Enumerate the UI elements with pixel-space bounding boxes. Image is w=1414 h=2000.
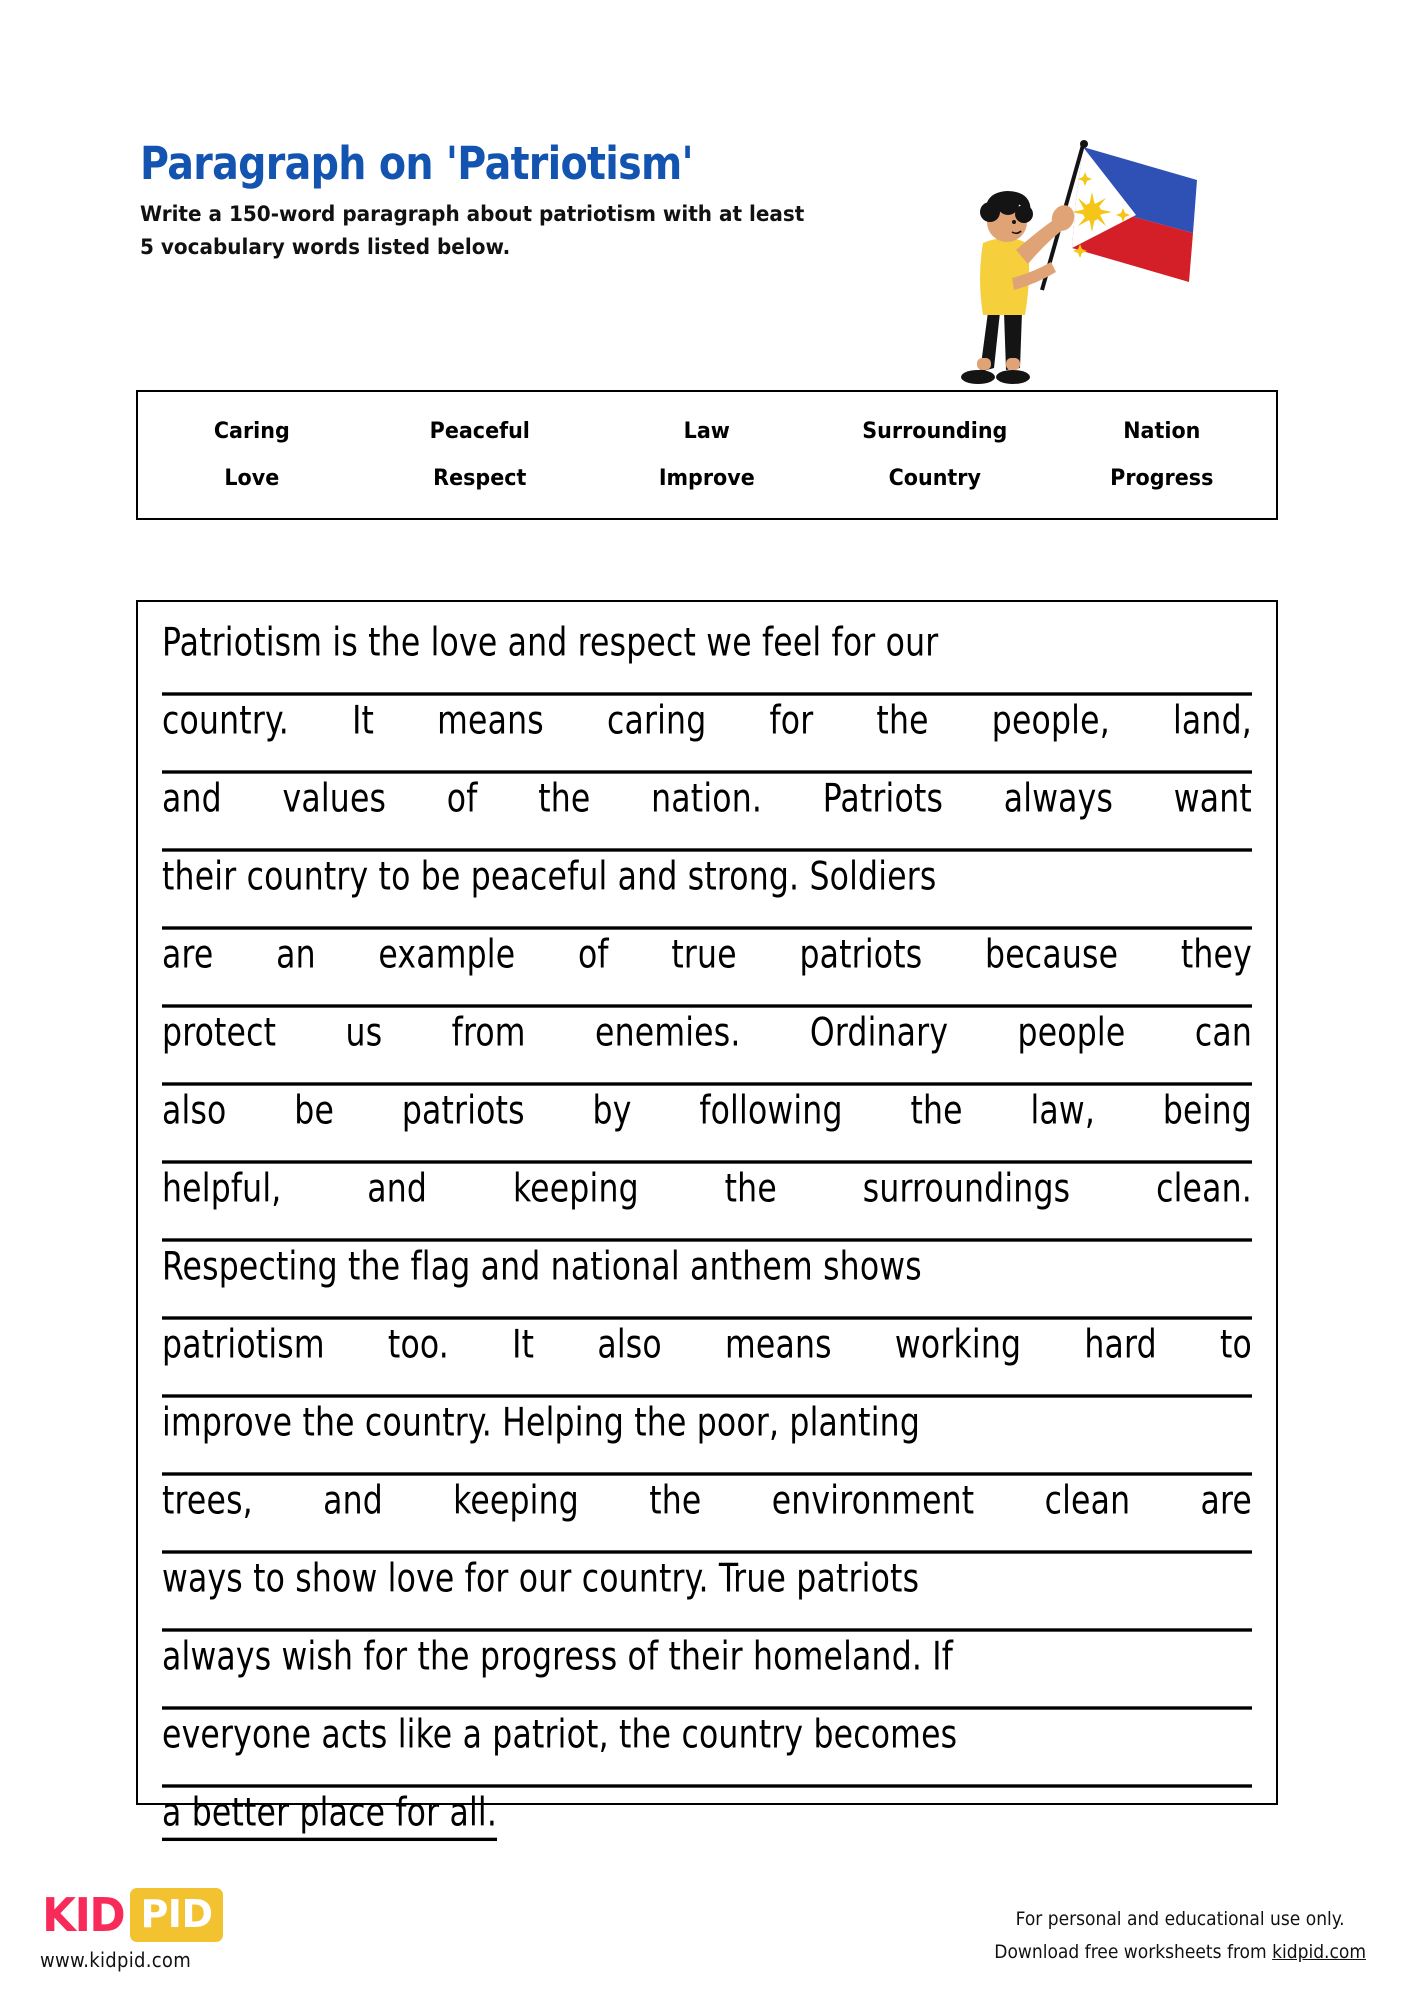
handwritten-segment: can — [1194, 1010, 1252, 1056]
handwritten-line — [162, 1166, 1252, 1242]
handwritten-segment: example — [378, 932, 516, 978]
handwritten-segment: people — [1017, 1010, 1126, 1056]
handwritten-line — [162, 1556, 1252, 1632]
vocabulary-word: Respect — [432, 466, 527, 491]
handwritten-segment: environment — [771, 1478, 975, 1524]
handwritten-segment: everyone acts like a patriot, the country becomes — [162, 1712, 958, 1758]
philippine-flag-icon — [1072, 147, 1197, 282]
kidpid-link[interactable]: kidpid.com — [1272, 1940, 1366, 1963]
handwritten-line — [162, 1478, 1252, 1554]
handwritten-segment: means — [437, 698, 544, 744]
handwritten-segment: Respecting the flag and national anthem shows — [162, 1244, 922, 1290]
handwritten-line — [162, 1712, 1252, 1788]
logo-pid-badge: PID — [130, 1888, 222, 1942]
handwritten-segment: by — [592, 1088, 632, 1134]
handwritten-segment: clean. — [1156, 1166, 1252, 1212]
handwritten-segment: patriots — [401, 1088, 525, 1134]
vocabulary-row-2 — [138, 466, 1276, 491]
handwritten-segment: helpful, — [162, 1166, 282, 1212]
handwritten-segment: being — [1162, 1088, 1252, 1134]
handwritten-segment: improve the country. Helping the poor, planting — [162, 1400, 921, 1446]
page-title: Paragraph on 'Patriotism' — [140, 137, 693, 190]
handwritten-line — [162, 1010, 1252, 1086]
handwritten-segment: land, — [1172, 698, 1252, 744]
handwritten-line — [162, 1088, 1252, 1164]
handwritten-segment: want — [1173, 776, 1252, 822]
logo-kid-text: KID — [42, 1888, 125, 1942]
handwritten-segment: of — [446, 776, 478, 822]
handwritten-segment: because — [985, 932, 1119, 978]
handwritten-segment: and — [323, 1478, 383, 1524]
handwritten-segment: the — [538, 776, 591, 822]
vocabulary-word: Progress — [1110, 466, 1214, 491]
vocabulary-word: Nation — [1123, 419, 1201, 444]
handwritten-segment: means — [725, 1322, 832, 1368]
handwritten-segment: Patriotism is the love and respect we feel for our — [162, 620, 939, 666]
handwritten-segment: the — [876, 698, 929, 744]
handwritten-segment: protect — [162, 1010, 277, 1056]
handwritten-segment: It — [352, 698, 375, 744]
vocabulary-word-bank — [136, 390, 1278, 520]
handwritten-segment: patriotism — [162, 1322, 325, 1368]
handwritten-segment: their country to be peaceful and strong. Soldiers — [162, 854, 937, 900]
handwritten-segment: always — [1003, 776, 1114, 822]
handwritten-segment: caring — [606, 698, 707, 744]
logo-mark — [40, 1889, 223, 1941]
handwritten-line — [162, 1634, 1252, 1710]
handwritten-segment: us — [345, 1010, 383, 1056]
flag-waving-illustration — [950, 100, 1210, 390]
handwritten-segment: of — [577, 932, 609, 978]
vocabulary-word: Law — [683, 419, 731, 444]
handwritten-segment: clean — [1044, 1478, 1131, 1524]
instructions-line-1: Write a 150-word paragraph about patriotism with at least — [140, 202, 805, 228]
handwritten-segment: the — [724, 1166, 777, 1212]
handwritten-segment: the — [649, 1478, 702, 1524]
vocabulary-word: Country — [888, 466, 981, 491]
answer-writing-area[interactable] — [136, 600, 1278, 1836]
handwritten-segment: law, — [1030, 1088, 1096, 1134]
handwritten-segment: country. — [162, 698, 290, 744]
handwritten-segment: an — [276, 932, 316, 978]
vocabulary-word: Peaceful — [429, 419, 530, 444]
handwritten-segment: hard — [1084, 1322, 1157, 1368]
person-figure — [961, 191, 1078, 384]
handwritten-segment: It — [512, 1322, 535, 1368]
handwritten-segment: values — [282, 776, 387, 822]
footer-usage-notice — [994, 1903, 1366, 1968]
vocabulary-word: Improve — [659, 466, 755, 491]
logo-website-url: www.kidpid.com — [40, 1948, 192, 1972]
handwritten-segment: also — [597, 1322, 662, 1368]
handwritten-segment: following — [699, 1088, 843, 1134]
handwritten-segment: for — [769, 698, 814, 744]
handwritten-segment: a better place for all. — [162, 1794, 497, 1841]
vocabulary-word: Love — [224, 466, 280, 491]
handwritten-segment: and — [367, 1166, 428, 1212]
vocabulary-row-1 — [138, 419, 1276, 444]
handwritten-segment: they — [1180, 932, 1252, 978]
handwritten-segment: keeping — [512, 1166, 639, 1212]
handwritten-line — [162, 932, 1252, 1008]
download-prefix-text: Download free worksheets from — [994, 1940, 1273, 1963]
handwritten-line — [162, 620, 1252, 696]
usage-notice-line-1: For personal and educational use only. — [1015, 1908, 1345, 1931]
vocabulary-word: Caring — [213, 419, 290, 444]
handwritten-segment: nation. — [651, 776, 763, 822]
handwritten-line — [162, 1244, 1252, 1320]
handwritten-segment: Ordinary — [809, 1010, 949, 1056]
handwritten-segment: and — [162, 776, 222, 822]
instructions-line-2: 5 vocabulary words listed below. — [140, 234, 511, 260]
handwritten-line — [162, 854, 1252, 930]
handwritten-segment: also — [162, 1088, 227, 1134]
handwritten-segment: working — [894, 1322, 1022, 1368]
kidpid-logo — [40, 1889, 223, 1972]
handwritten-segment: always wish for the progress of their homeland. If — [162, 1634, 954, 1680]
handwritten-segment: too. — [387, 1322, 449, 1368]
handwritten-segment: the — [910, 1088, 963, 1134]
handwritten-segment: true — [671, 932, 737, 978]
handwritten-segment: keeping — [453, 1478, 579, 1524]
handwritten-line — [162, 698, 1252, 774]
handwritten-segment: people, — [991, 698, 1110, 744]
instructions-text — [140, 199, 912, 264]
page-footer — [0, 1840, 1414, 2000]
handwritten-line — [162, 1400, 1252, 1476]
handwritten-segment: be — [294, 1088, 335, 1134]
handwritten-segment: to — [1219, 1322, 1252, 1368]
handwritten-segment: trees, — [162, 1478, 253, 1524]
handwritten-line — [162, 1322, 1252, 1398]
handwritten-line — [162, 776, 1252, 852]
usage-notice-line-2 — [994, 1936, 1366, 1968]
handwritten-segment: ways to show love for our country. True patriots — [162, 1556, 920, 1602]
handwritten-segment: patriots — [799, 932, 923, 978]
worksheet-header — [140, 137, 980, 265]
handwritten-segment: Patriots — [822, 776, 944, 822]
handwritten-segment: are — [1200, 1478, 1252, 1524]
handwritten-segment: surroundings — [862, 1166, 1071, 1212]
handwritten-segment: are — [162, 932, 214, 978]
handwritten-segment: enemies. — [595, 1010, 741, 1056]
handwritten-segment: from — [451, 1010, 526, 1056]
vocabulary-word: Surrounding — [862, 419, 1008, 444]
